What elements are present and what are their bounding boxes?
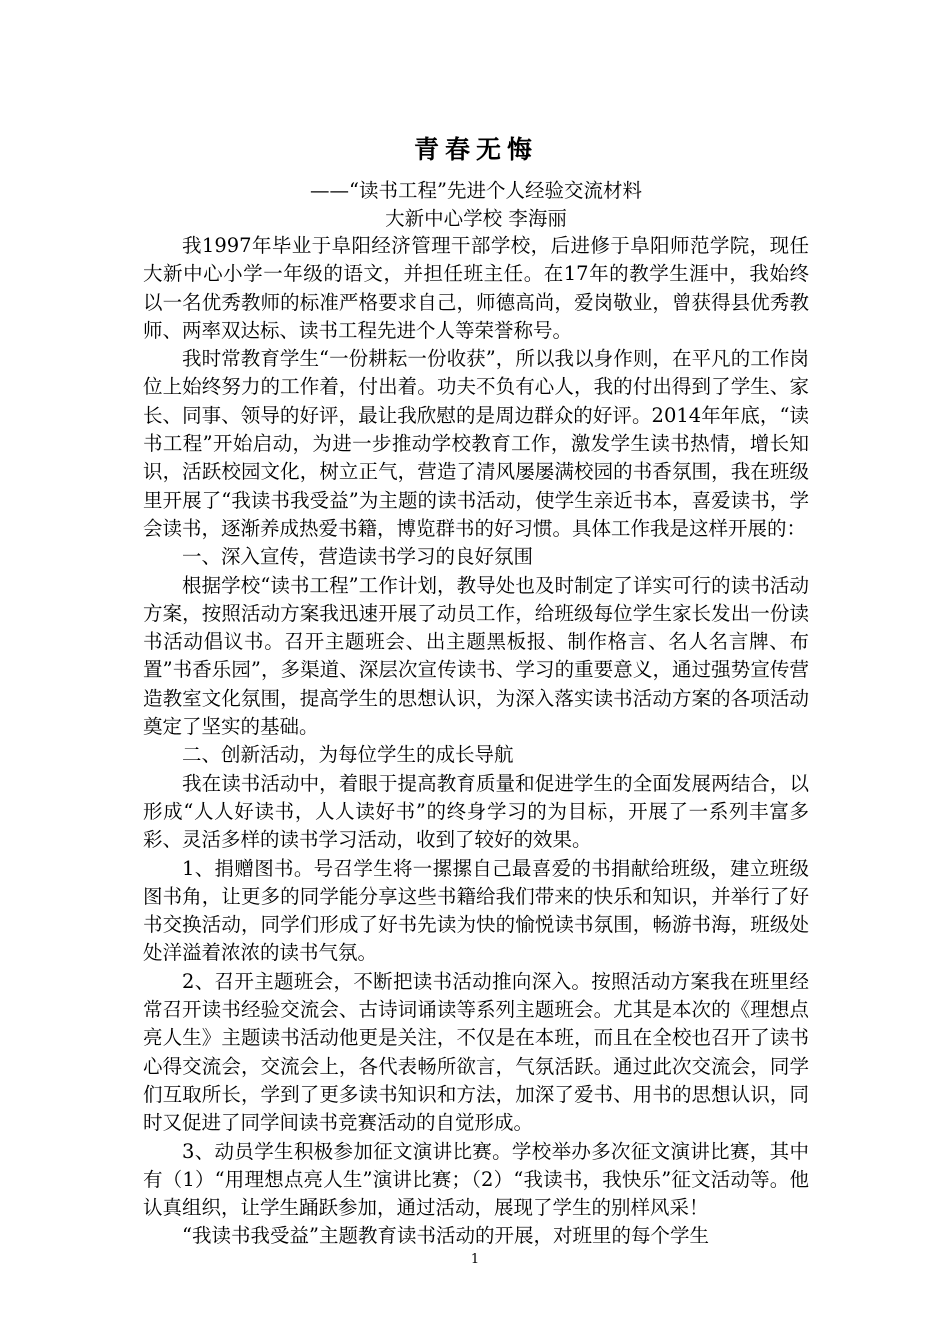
paragraph-section-2: 我在读书活动中，着眼于提高教育质量和促进学生的全面发展两结合，以形成“人人好读书，人人读好书”的终身学习的为目标，开展了一系列丰富多彩、灵活多样的读书学习活动，收到了较好的效果。 [143,771,809,852]
document-title: 青春无悔 [413,135,538,164]
paragraph-closing: “我读书我受益”主题教育读书活动的开展，对班里的每个学生 [182,1224,709,1248]
page-number: 1 [470,1252,480,1267]
paragraph-intro: 我1997年毕业于阜阳经济管理干部学校，后进修于阜阳师范学院，现任大新中心小学一年级的语文，并担任班主任。在17年的教学生涯中，我始终以一名优秀教师的标准严格要求自己，师德高尚，爱岗敬业，曾获得县优秀教师、两率双达标、读书工程先进个人等荣誉称号。 [143,234,809,342]
paragraph-item-1: 1、捐赠图书。号召学生将一摞摞自己最喜爱的书捐献给班级，建立班级图书角，让更多的同学能分享这些书籍给我们带来的快乐和知识，并举行了好书交换活动，同学们形成了好书先读为快的愉悦读书氛围，畅游书海，班级处处洋溢着浓浓的读书气氛。 [143,856,809,965]
paragraph-item-3: 3、动员学生积极参加征文演讲比赛。学校举办多次征文演讲比赛，其中有（1）“用理想点亮人生”演讲比赛；（2）“我读书，我快乐”征文活动等。他认真组织，让学生踊跃参加，通过活动，展现了学生的别样风采！ [143,1139,809,1220]
paragraph-item-2: 2、召开主题班会，不断把读书活动推向深入。按照活动方案我在班里经常召开读书经验交流会、古诗词诵读等系列主题班会。尤其是本次的《理想点亮人生》主题读书活动他更是关注，不仅是在本班，而且在全校也召开了读书心得交流会，交流会上，各代表畅所欲言，气氛活跃。通过此次交流会，同学们互取所长，学到了更多读书知识和方法，加深了爱书、用书的思想认识，同时又促进了同学间读书竞赛活动的自觉形成。 [143,969,809,1135]
section-heading-1: 一、深入宣传，营造读书学习的良好氛围 [182,545,534,569]
paragraph-section-1: 根据学校“读书工程”工作计划，教导处也及时制定了详实可行的读书活动方案，按照活动方案我迅速开展了动员工作，给班级每位学生家长发出一份读书活动倡议书。召开主题班会、出主题黑板报、制作格言、名人名言牌、布置”书香乐园”，多渠道、深层次宣传读书、学习的重要意义，通过强势宣传营造教室文化氛围，提高学生的思想认识，为深入落实读书活动方案的各项活动奠定了坚实的基础。 [143,573,809,739]
document-subtitle: ——“读书工程”先进个人经验交流材料 [310,179,642,202]
paragraph-background: 我时常教育学生“一份耕耘一份收获”，所以我以身作则，在平凡的工作岗位上始终努力的工作着，付出着。功夫不负有心人，我的付出得到了学生、家长、同事、领导的好评，最让我欣慰的是周边群众的好评。2014年年底，“读书工程”开始启动，为进一步推动学校教育工作，激发学生读书热情，增长知识，活跃校园文化，树立正气，营造了清风屡屡满校园的书香氛围，我在班级里开展了“我读书我受益”为主题的读书活动，使学生亲近书本，喜爱读书，学会读书，逐渐养成热爱书籍，博览群书的好习惯。具体工作我是这样开展的： [143,347,809,540]
document-author: 大新中心学校 李海丽 [385,207,567,230]
section-heading-2: 二、创新活动，为每位学生的成长导航 [182,743,514,767]
document-body [143,130,809,1251]
